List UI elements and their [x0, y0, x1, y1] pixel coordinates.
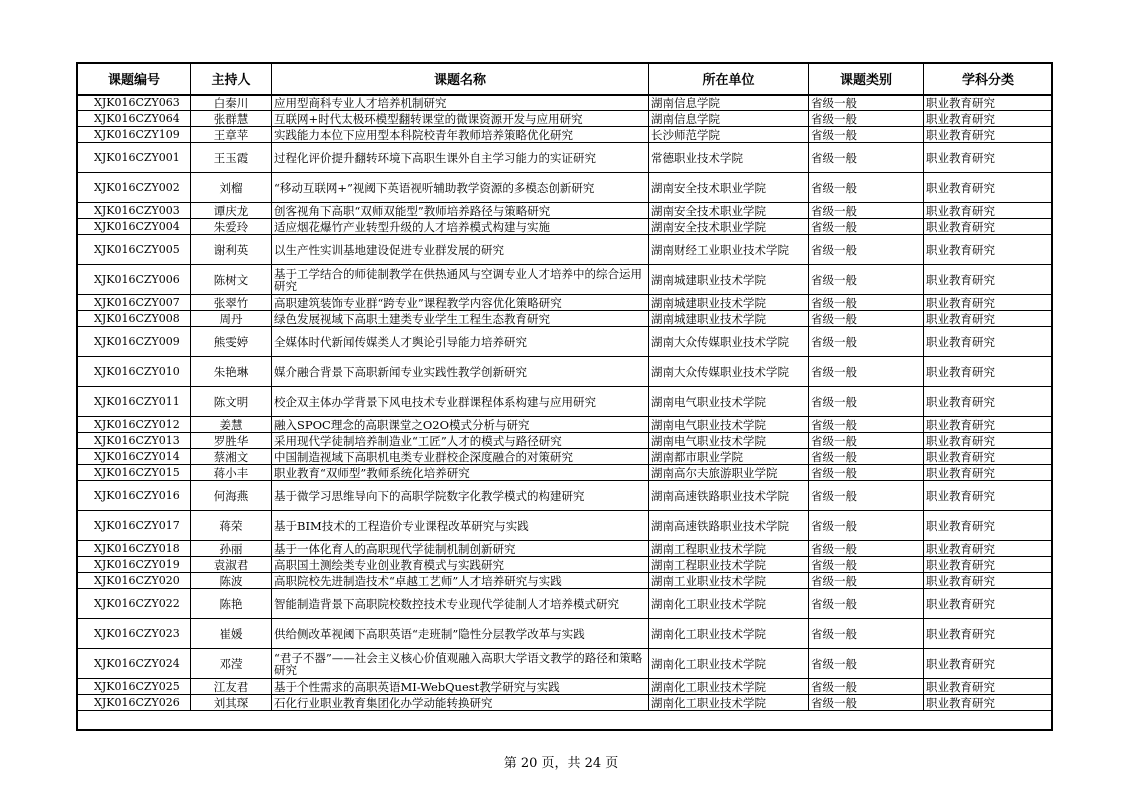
- cell-id: XJK016CZY001: [78, 143, 191, 173]
- cell-category: 省级一般: [809, 679, 924, 695]
- cell-category: 省级一般: [809, 589, 924, 619]
- cell-field: 职业教育研究: [924, 541, 1053, 557]
- cell-host: 陈树文: [191, 265, 272, 295]
- cell-title: 基于BIM技术的工程造价专业课程改革研究与实践: [272, 511, 649, 541]
- cell-id: XJK016CZY025: [78, 679, 191, 695]
- cell-unit: 湖南大众传媒职业技术学院: [649, 357, 809, 387]
- cell-host: 崔媛: [191, 619, 272, 649]
- cell-field: 职业教育研究: [924, 589, 1053, 619]
- cell-unit: 湖南财经工业职业技术学院: [649, 235, 809, 265]
- cell-title: 高职国土测绘类专业创业教育模式与实践研究: [272, 557, 649, 573]
- table-row: [78, 295, 1053, 311]
- cell-id: XJK016CZY015: [78, 465, 191, 481]
- cell-field: 职业教育研究: [924, 143, 1053, 173]
- cell-category: 省级一般: [809, 219, 924, 235]
- cell-field: 职业教育研究: [924, 311, 1053, 327]
- cell-unit: 湖南化工职业技术学院: [649, 649, 809, 679]
- cell-title: 基于微学习思维导向下的高职学院数字化教学模式的构建研究: [272, 481, 649, 511]
- cell-unit: 湖南工程职业技术学院: [649, 557, 809, 573]
- cell-title: 互联网+时代太极环模型翻转课堂的微课资源开发与应用研究: [272, 111, 649, 127]
- cell-unit: 湖南电气职业技术学院: [649, 387, 809, 417]
- header-category: 课题类别: [809, 64, 924, 95]
- cell-host: 谢利英: [191, 235, 272, 265]
- cell-field: 职业教育研究: [924, 295, 1053, 311]
- cell-field: 职业教育研究: [924, 127, 1053, 143]
- cell-host: 蒋小丰: [191, 465, 272, 481]
- cell-category: 省级一般: [809, 619, 924, 649]
- cell-field: 职业教育研究: [924, 433, 1053, 449]
- table-row: [78, 465, 1053, 481]
- cell-host: 张翠竹: [191, 295, 272, 311]
- cell-unit: 湖南都市职业学院: [649, 449, 809, 465]
- cell-title: 职业教育“双师型”教师系统化培养研究: [272, 465, 649, 481]
- cell-id: XJK016CZY006: [78, 265, 191, 295]
- cell-category: 省级一般: [809, 203, 924, 219]
- cell-id: XJK016CZY010: [78, 357, 191, 387]
- table-row: [78, 573, 1053, 589]
- cell-id: XJK016CZY014: [78, 449, 191, 465]
- cell-field: 职业教育研究: [924, 695, 1053, 711]
- table-row: [78, 511, 1053, 541]
- cell-title: 基于工学结合的师徒制教学在供热通风与空调专业人才培养中的综合运用研究: [272, 265, 649, 295]
- table-row: [78, 679, 1053, 695]
- table-row: [78, 541, 1053, 557]
- cell-unit: 湖南安全技术职业学院: [649, 219, 809, 235]
- table-row: [78, 357, 1053, 387]
- cell-category: 省级一般: [809, 295, 924, 311]
- cell-category: 省级一般: [809, 173, 924, 203]
- cell-category: 省级一般: [809, 695, 924, 711]
- cell-category: 省级一般: [809, 417, 924, 433]
- cell-id: XJK016CZY005: [78, 235, 191, 265]
- cell-category: 省级一般: [809, 387, 924, 417]
- cell-host: 蔡湘文: [191, 449, 272, 465]
- header-title: 课题名称: [272, 64, 649, 95]
- cell-unit: 湖南电气职业技术学院: [649, 433, 809, 449]
- cell-host: 孙丽: [191, 541, 272, 557]
- cell-host: 白秦川: [191, 95, 272, 111]
- table-row: [78, 143, 1053, 173]
- cell-title: 融入SPOC理念的高职课堂之O2O模式分析与研究: [272, 417, 649, 433]
- cell-title: 创客视角下高职“双师双能型”教师培养路径与策略研究: [272, 203, 649, 219]
- header-field: 学科分类: [924, 64, 1053, 95]
- cell-host: 刘其琛: [191, 695, 272, 711]
- cell-field: 职业教育研究: [924, 465, 1053, 481]
- cell-host: 袁淑君: [191, 557, 272, 573]
- cell-unit: 湖南工程职业技术学院: [649, 541, 809, 557]
- table-row: [78, 619, 1053, 649]
- cell-field: 职业教育研究: [924, 573, 1053, 589]
- header-id: 课题编号: [78, 64, 191, 95]
- cell-unit: 湖南高速铁路职业技术学院: [649, 481, 809, 511]
- cell-field: 职业教育研究: [924, 557, 1053, 573]
- cell-unit: 湖南城建职业技术学院: [649, 265, 809, 295]
- cell-id: XJK016CZY011: [78, 387, 191, 417]
- table-row: [78, 449, 1053, 465]
- cell-field: 职业教育研究: [924, 173, 1053, 203]
- cell-category: 省级一般: [809, 235, 924, 265]
- cell-unit: 长沙师范学院: [649, 127, 809, 143]
- cell-unit: 湖南化工职业技术学院: [649, 589, 809, 619]
- table-row: [78, 127, 1053, 143]
- cell-title: “移动互联网+”视阈下英语视听辅助教学资源的多模态创新研究: [272, 173, 649, 203]
- table-row: [78, 173, 1053, 203]
- cell-title: “君子不器”——社会主义核心价值观融入高职大学语文教学的路径和策略研究: [272, 649, 649, 679]
- cell-title: 以生产性实训基地建设促进专业群发展的研究: [272, 235, 649, 265]
- cell-field: 职业教育研究: [924, 511, 1053, 541]
- table-row: [78, 557, 1053, 573]
- cell-category: 省级一般: [809, 449, 924, 465]
- cell-unit: 湖南工业职业技术学院: [649, 573, 809, 589]
- cell-title: 应用型商科专业人才培养机制研究: [272, 95, 649, 111]
- cell-title: 智能制造背景下高职院校数控技术专业现代学徒制人才培养模式研究: [272, 589, 649, 619]
- cell-host: 姜慧: [191, 417, 272, 433]
- table-row: [78, 265, 1053, 295]
- cell-host: 蒋荣: [191, 511, 272, 541]
- cell-host: 朱爱玲: [191, 219, 272, 235]
- cell-category: 省级一般: [809, 541, 924, 557]
- cell-category: 省级一般: [809, 557, 924, 573]
- cell-category: 省级一般: [809, 265, 924, 295]
- cell-id: XJK016CZY020: [78, 573, 191, 589]
- table-row: [78, 111, 1053, 127]
- cell-category: 省级一般: [809, 573, 924, 589]
- table-row: [78, 481, 1053, 511]
- project-table: [77, 63, 1053, 711]
- cell-unit: 湖南信息学院: [649, 95, 809, 111]
- cell-field: 职业教育研究: [924, 449, 1053, 465]
- cell-category: 省级一般: [809, 95, 924, 111]
- cell-id: XJK016CZY017: [78, 511, 191, 541]
- cell-title: 供给侧改革视阈下高职英语“走班制”隐性分层教学改革与实践: [272, 619, 649, 649]
- cell-title: 校企双主体办学背景下风电技术专业群课程体系构建与应用研究: [272, 387, 649, 417]
- cell-unit: 湖南电气职业技术学院: [649, 417, 809, 433]
- cell-category: 省级一般: [809, 143, 924, 173]
- cell-host: 周丹: [191, 311, 272, 327]
- table-row: [78, 203, 1053, 219]
- cell-unit: 湖南高尔夫旅游职业学院: [649, 465, 809, 481]
- cell-unit: 湖南信息学院: [649, 111, 809, 127]
- cell-id: XJK016CZY018: [78, 541, 191, 557]
- cell-unit: 湖南城建职业技术学院: [649, 311, 809, 327]
- cell-unit: 湖南大众传媒职业技术学院: [649, 327, 809, 357]
- cell-category: 省级一般: [809, 433, 924, 449]
- cell-title: 基于一体化育人的高职现代学徒制机制创新研究: [272, 541, 649, 557]
- cell-id: XJK016CZY012: [78, 417, 191, 433]
- table-row: [78, 387, 1053, 417]
- cell-id: XJK016CZY022: [78, 589, 191, 619]
- cell-host: 罗胜华: [191, 433, 272, 449]
- header-unit: 所在单位: [649, 64, 809, 95]
- page-number: 第 20 页，共 24 页: [503, 756, 619, 771]
- cell-host: 王玉霞: [191, 143, 272, 173]
- cell-field: 职业教育研究: [924, 481, 1053, 511]
- cell-unit: 常德职业技术学院: [649, 143, 809, 173]
- cell-title: 适应烟花爆竹产业转型升级的人才培养模式构建与实施: [272, 219, 649, 235]
- cell-host: 刘榴: [191, 173, 272, 203]
- cell-category: 省级一般: [809, 511, 924, 541]
- cell-field: 职业教育研究: [924, 265, 1053, 295]
- cell-unit: 湖南化工职业技术学院: [649, 619, 809, 649]
- table-row: [78, 219, 1053, 235]
- cell-id: XJK016CZY016: [78, 481, 191, 511]
- cell-host: 朱艳琳: [191, 357, 272, 387]
- cell-title: 实践能力本位下应用型本科院校青年教师培养策略优化研究: [272, 127, 649, 143]
- cell-host: 陈艳: [191, 589, 272, 619]
- cell-host: 张群慧: [191, 111, 272, 127]
- cell-field: 职业教育研究: [924, 357, 1053, 387]
- cell-id: XJK016CZY019: [78, 557, 191, 573]
- table-row: [78, 235, 1053, 265]
- cell-host: 熊雯婷: [191, 327, 272, 357]
- cell-title: 媒介融合背景下高职新闻专业实践性教学创新研究: [272, 357, 649, 387]
- cell-field: 职业教育研究: [924, 219, 1053, 235]
- table-row: [78, 95, 1053, 111]
- cell-field: 职业教育研究: [924, 111, 1053, 127]
- cell-title: 高职建筑装饰专业群“跨专业”课程教学内容优化策略研究: [272, 295, 649, 311]
- cell-category: 省级一般: [809, 127, 924, 143]
- cell-category: 省级一般: [809, 649, 924, 679]
- cell-host: 谭庆龙: [191, 203, 272, 219]
- cell-id: XJK016CZY026: [78, 695, 191, 711]
- cell-unit: 湖南化工职业技术学院: [649, 679, 809, 695]
- cell-category: 省级一般: [809, 465, 924, 481]
- cell-id: XJK016CZY109: [78, 127, 191, 143]
- cell-category: 省级一般: [809, 357, 924, 387]
- cell-unit: 湖南高速铁路职业技术学院: [649, 511, 809, 541]
- cell-field: 职业教育研究: [924, 649, 1053, 679]
- cell-title: 绿色发展视域下高职土建类专业学生工程生态教育研究: [272, 311, 649, 327]
- cell-title: 全媒体时代新闻传媒类人才舆论引导能力培养研究: [272, 327, 649, 357]
- table-row: [78, 649, 1053, 679]
- cell-id: XJK016CZY023: [78, 619, 191, 649]
- cell-host: 陈波: [191, 573, 272, 589]
- cell-field: 职业教育研究: [924, 679, 1053, 695]
- cell-id: XJK016CZY064: [78, 111, 191, 127]
- cell-field: 职业教育研究: [924, 235, 1053, 265]
- cell-host: 何海燕: [191, 481, 272, 511]
- cell-id: XJK016CZY002: [78, 173, 191, 203]
- cell-unit: 湖南化工职业技术学院: [649, 695, 809, 711]
- cell-title: 基于个性需求的高职英语MI-WebQuest教学研究与实践: [272, 679, 649, 695]
- table-row: [78, 589, 1053, 619]
- cell-category: 省级一般: [809, 327, 924, 357]
- cell-host: 陈文明: [191, 387, 272, 417]
- table-row: [78, 433, 1053, 449]
- cell-field: 职业教育研究: [924, 387, 1053, 417]
- cell-title: 中国制造视域下高职机电类专业群校企深度融合的对策研究: [272, 449, 649, 465]
- cell-title: 高职院校先进制造技术“卓越工艺师”人才培养研究与实践: [272, 573, 649, 589]
- cell-host: 王章苹: [191, 127, 272, 143]
- cell-title: 过程化评价提升翻转环境下高职生课外自主学习能力的实证研究: [272, 143, 649, 173]
- cell-category: 省级一般: [809, 111, 924, 127]
- header-host: 主持人: [191, 64, 272, 95]
- cell-id: XJK016CZY007: [78, 295, 191, 311]
- cell-title: 石化行业职业教育集团化办学动能转换研究: [272, 695, 649, 711]
- table-row: [78, 417, 1053, 433]
- table-row: [78, 695, 1053, 711]
- cell-id: XJK016CZY063: [78, 95, 191, 111]
- cell-unit: 湖南安全技术职业学院: [649, 173, 809, 203]
- cell-field: 职业教育研究: [924, 95, 1053, 111]
- table-row: [78, 311, 1053, 327]
- cell-id: XJK016CZY009: [78, 327, 191, 357]
- cell-field: 职业教育研究: [924, 203, 1053, 219]
- cell-unit: 湖南安全技术职业学院: [649, 203, 809, 219]
- cell-category: 省级一般: [809, 311, 924, 327]
- cell-title: 采用现代学徒制培养制造业“工匠”人才的模式与路径研究: [272, 433, 649, 449]
- cell-field: 职业教育研究: [924, 417, 1053, 433]
- cell-id: XJK016CZY024: [78, 649, 191, 679]
- cell-id: XJK016CZY004: [78, 219, 191, 235]
- cell-host: 江友君: [191, 679, 272, 695]
- cell-host: 邓滢: [191, 649, 272, 679]
- cell-id: XJK016CZY003: [78, 203, 191, 219]
- header-row: [78, 64, 1053, 95]
- cell-field: 职业教育研究: [924, 327, 1053, 357]
- cell-unit: 湖南城建职业技术学院: [649, 295, 809, 311]
- table-row: [78, 327, 1053, 357]
- cell-id: XJK016CZY013: [78, 433, 191, 449]
- cell-id: XJK016CZY008: [78, 311, 191, 327]
- cell-field: 职业教育研究: [924, 619, 1053, 649]
- cell-category: 省级一般: [809, 481, 924, 511]
